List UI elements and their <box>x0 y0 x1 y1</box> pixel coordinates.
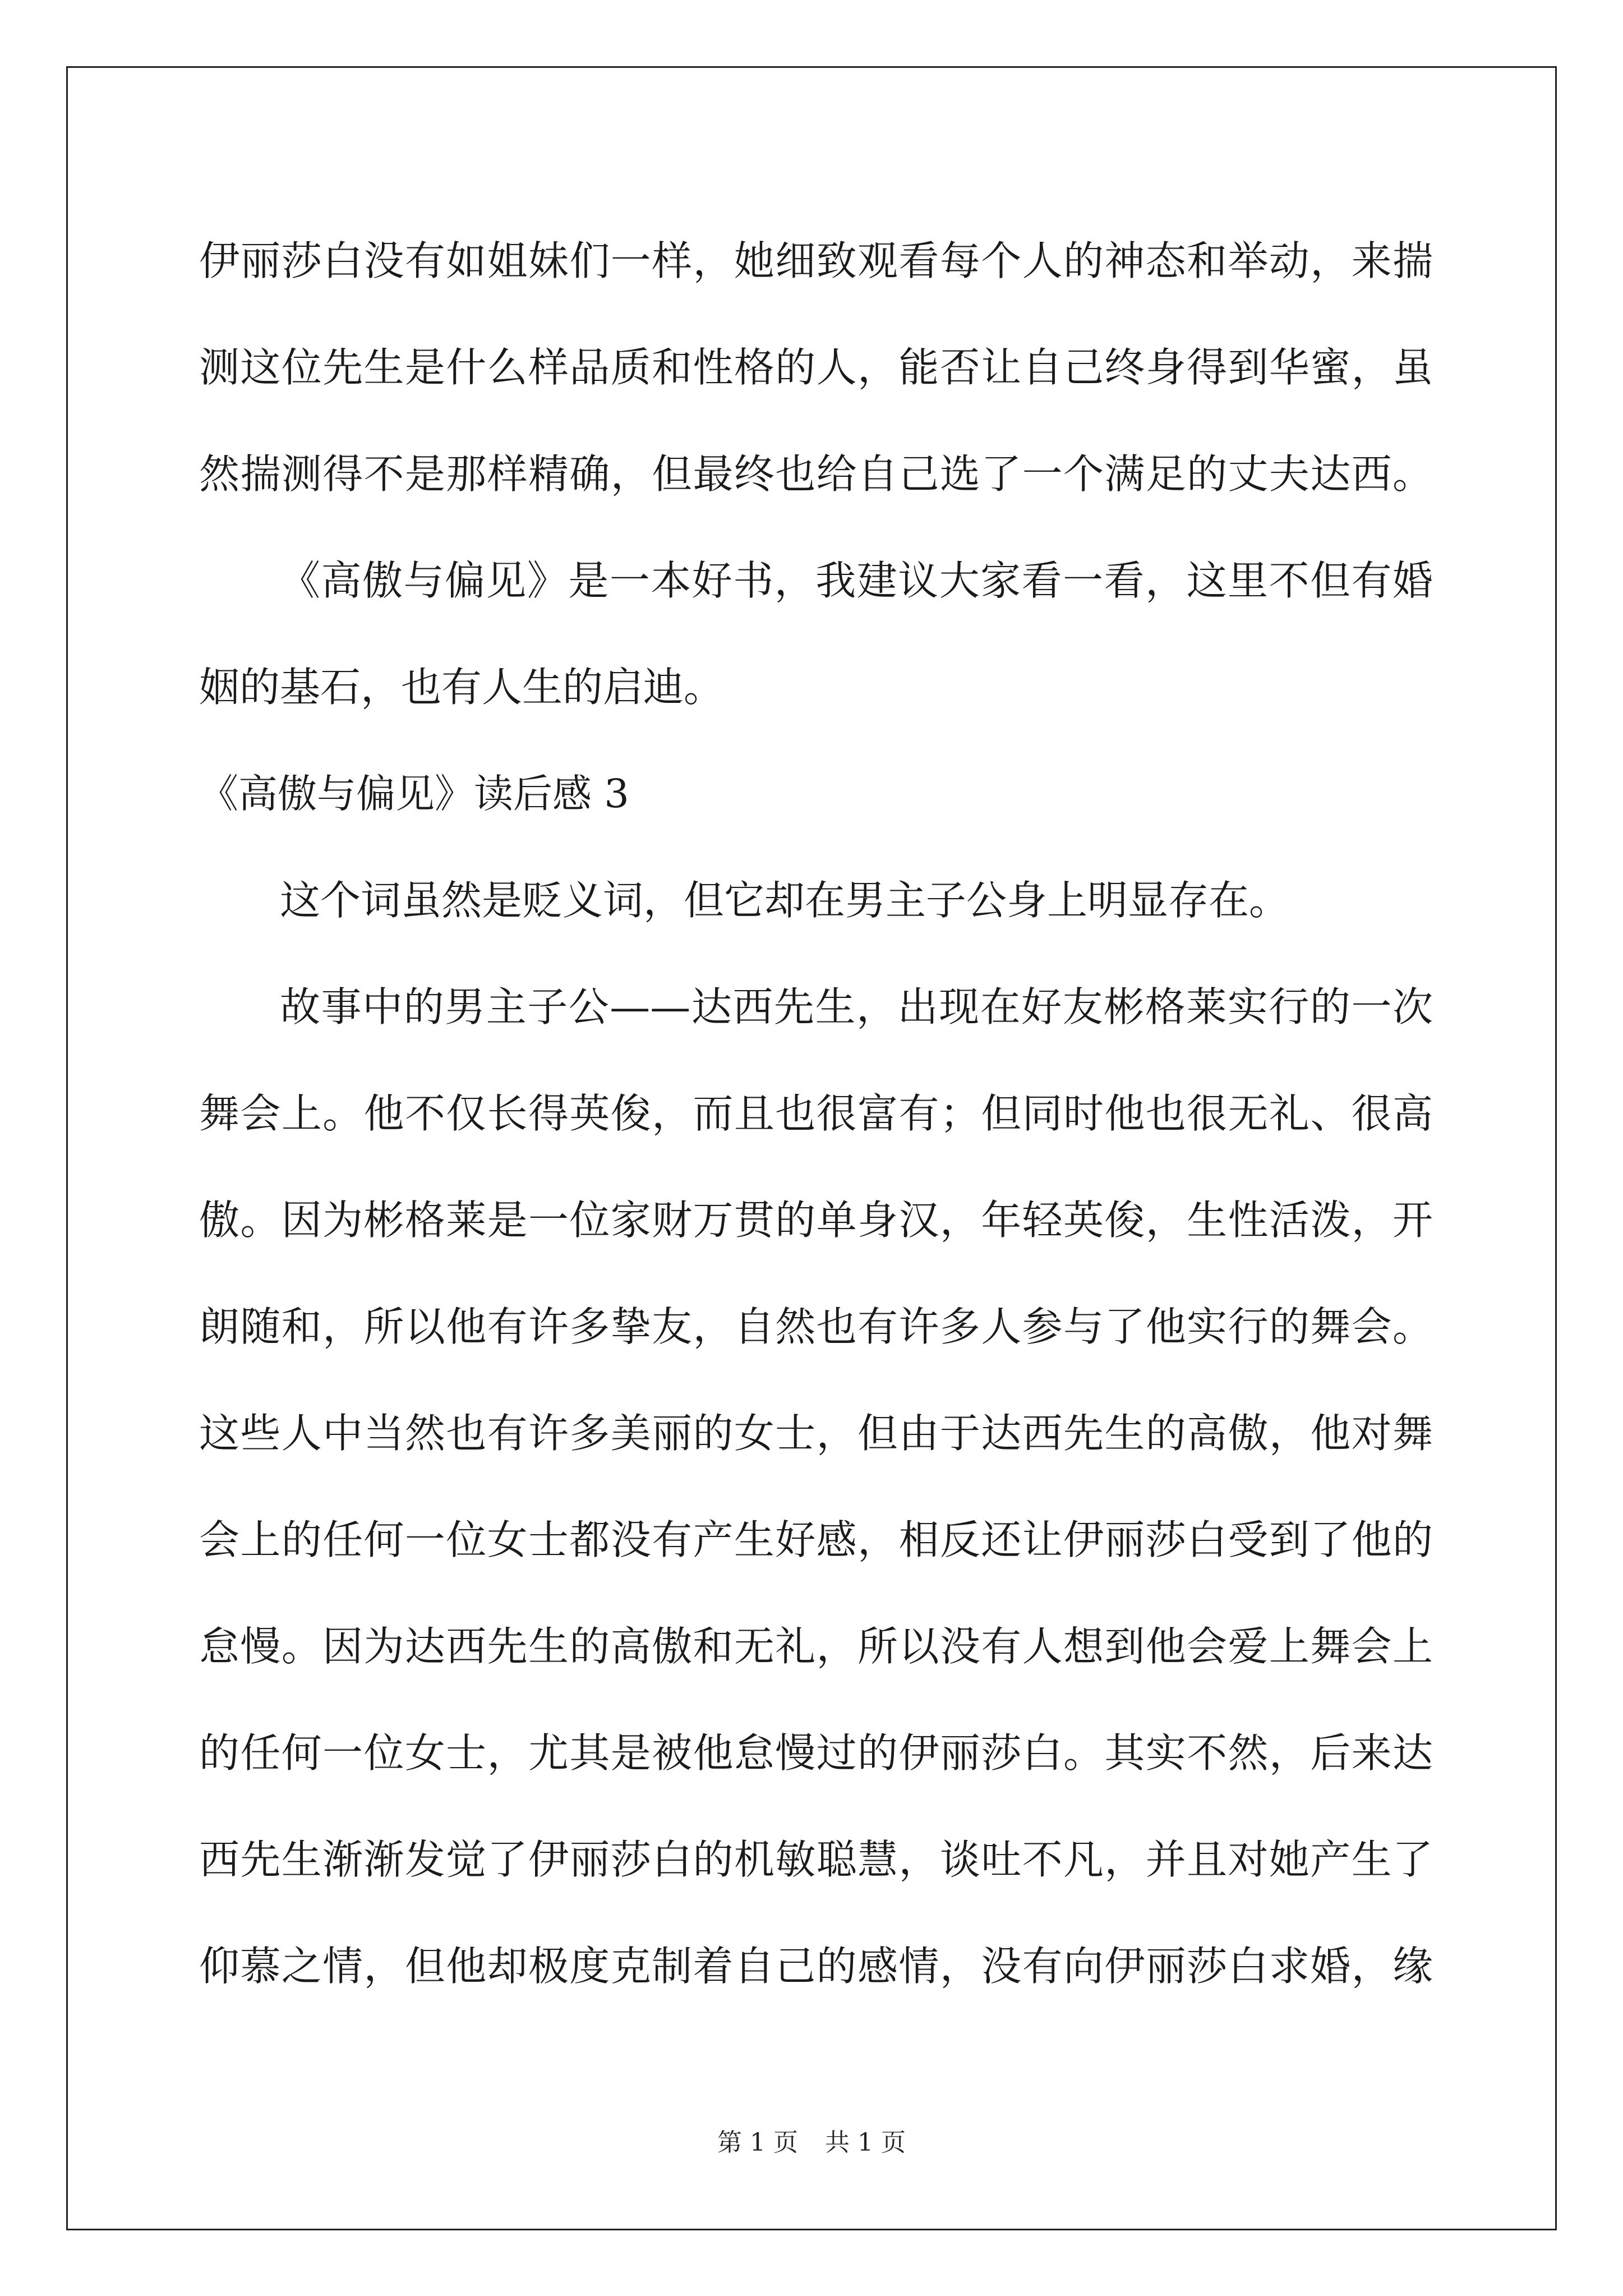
paragraph-line: 《高傲与偏见》是一本好书，我建议大家看一看，这里不但有婚 <box>280 557 1433 604</box>
paragraph-line: 会上的任何一位女士都没有产生好感，相反还让伊丽莎白受到了他的 <box>199 1516 1433 1563</box>
paragraph-line: 的任何一位女士，尤其是被他怠慢过的伊丽莎白。其实不然，后来达 <box>199 1729 1433 1777</box>
paragraph-line: 姻的基石，也有人生的启迪。 <box>199 664 725 711</box>
paragraph-line: 仰慕之情，但他却极度克制着自己的感情，没有向伊丽莎白求婚，缘 <box>199 1943 1433 1990</box>
paragraph-line: 傲。因为彬格莱是一位家财万贯的单身汉，年轻英俊，生性活泼，开 <box>199 1197 1433 1244</box>
document-body <box>199 208 1433 2019</box>
paragraph-line: 然揣测得不是那样精确，但最终也给自己选了一个满足的丈夫达西。 <box>199 450 1433 498</box>
paragraph-line: 测这位先生是什么样品质和性格的人，能否让自己终身得到华蜜，虽 <box>199 344 1433 391</box>
paragraph-line: 这个词虽然是贬义词，但它却在男主子公身上明显存在。 <box>280 877 1290 924</box>
paragraph-line: 怠慢。因为达西先生的高傲和无礼，所以没有人想到他会爱上舞会上 <box>199 1623 1433 1670</box>
section-heading: 《高傲与偏见》读后感 3 <box>199 771 629 817</box>
paragraph-line: 西先生渐渐发觉了伊丽莎白的机敏聪慧，谈吐不凡，并且对她产生了 <box>199 1836 1433 1883</box>
paragraph-line: 伊丽莎白没有如姐妹们一样，她细致观看每个人的神态和举动，来揣 <box>199 237 1433 284</box>
page-footer <box>0 2126 1623 2160</box>
paragraph-line: 故事中的男主子公——达西先生，出现在好友彬格莱实行的一次 <box>280 983 1433 1030</box>
page-number: 第 1 页 <box>717 2128 798 2157</box>
paragraph-line: 朗随和，所以他有许多挚友，自然也有许多人参与了他实行的舞会。 <box>199 1303 1433 1350</box>
page-total: 共 1 页 <box>825 2128 906 2157</box>
paragraph-line: 这些人中当然也有许多美丽的女士，但由于达西先生的高傲，他对舞 <box>199 1410 1433 1457</box>
paragraph-line: 舞会上。他不仅长得英俊，而且也很富有；但同时他也很无礼、很高 <box>199 1090 1433 1137</box>
